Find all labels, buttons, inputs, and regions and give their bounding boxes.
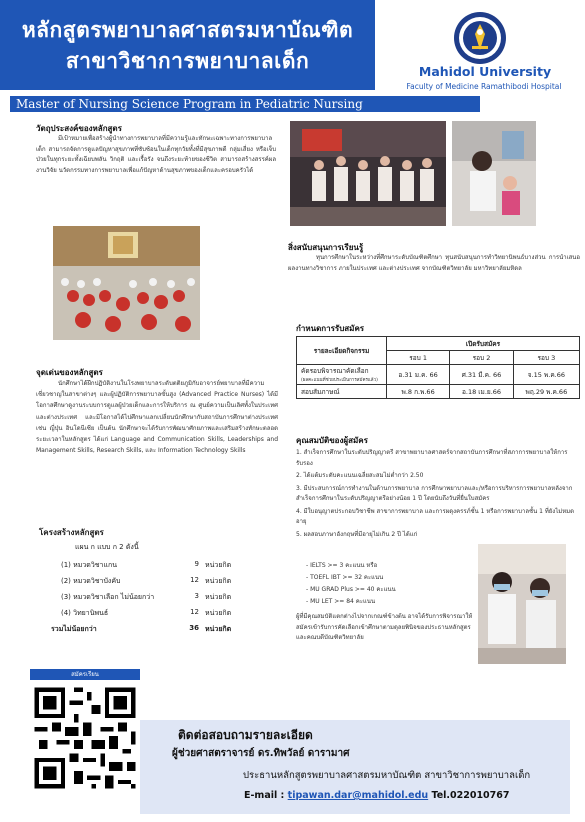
faculty-name: Faculty of Medicine Ramathibodi Hospital	[406, 82, 562, 91]
support-text: ทุนการศึกษาในระหว่างที่ศึกษาระดับบัณฑิตศึกษา ทุนสนับสนุนการทำวิทยานิพนธ์บางส่วน การนำเสนอผลงานทางวิชาการ ภายในประเทศ และต่างประเทศ จากบัณฑิตวิทยาลัย มหาวิทยาลัยมหิดล	[288, 254, 580, 272]
cell: พฤ.29 พ.ค.66	[513, 385, 579, 399]
program-bar	[10, 96, 460, 112]
qualifications-list	[296, 448, 580, 540]
program-name: Master of Nursing Science Program in Pediatric Nursing	[16, 97, 363, 111]
score-item: - IELTS >= 3 คะแนน หรือ	[306, 562, 378, 569]
table-row	[297, 365, 580, 385]
structure-item-credits: 9	[194, 560, 199, 568]
structure-heading: โครงสร้างหลักสูตร	[39, 528, 104, 537]
score-item: - TOEFL IBT >= 32 คะแนน	[306, 574, 384, 581]
title-band	[0, 0, 375, 90]
cell: พ.8 ก.พ.66	[387, 385, 450, 399]
qualification-note: ผู้ที่มีคุณสมบัติแตกต่างไปจากเกณฑ์ข้างต้น อาจได้รับการพิจารณาให้สมัครเข้ารับการคัดเลือกเข้าศึกษาตามดุลยพินิจของประธานหลักสูตรและคณบดีบัณฑิตวิทยาลัย	[296, 613, 473, 641]
col-activity: รายละเอียดกิจกรรม	[297, 337, 387, 365]
email-link[interactable]: tipawan.dar@mahidol.edu	[287, 790, 429, 801]
structure-item-label: (1) หมวดวิชาแกน	[61, 561, 117, 569]
highlights-text: นักศึกษาได้ฝึกปฏิบัติงานในโรงพยาบาลระดับตติยภูมิกับอาจารย์พยาบาลที่มีความเชี่ยวชาญในสาขาต่างๆ และผู้ปฏิบัติการพยาบาลขั้นสูง (Advanced Practice Nurses) ได้มีโอกาสศึกษาดูงานระบบการดูแลผู้ป่วยเด็กและการให้บริการ ณ ศูนย์ความเป็นเลิศทั้งในประเทศและต่างประเทศ และมีโอกาสได้ไปศึกษาแลกเปลี่ยนนักศึกษากับสถาบันการศึกษาต่างประเทศ เช่น ญี่ปุ่น อินโดนีเซีย เป็นต้น นักศึกษาจะได้รับการพัฒนาศักยภาพและเสริมสร้างทักษะตลอดระยะเวลาในหลักสูตร ได้แก่ Language and Communication Skills, Leaderships and Management Skills, Research Skills, และ Information Technology Skills	[36, 380, 278, 455]
structure-box	[25, 520, 270, 654]
ceremony-photo	[53, 226, 200, 340]
highlights-heading: จุดเด่นของหลักสูตร	[36, 368, 103, 377]
cell: อ.18 เม.ย.66	[450, 385, 514, 399]
qualifications-heading: คุณสมบัติของผู้สมัคร	[296, 436, 368, 445]
cell: ศ.31 มี.ค. 66	[450, 365, 514, 385]
structure-plan: แผน ก แบบ ก 2 ดังนี้	[75, 543, 139, 551]
objectives-text: มีเป้าหมายเพื่อสร้างผู้นำทางการพยาบาลที่มีความรู้และทักษะเฉพาะทางการพยาบาลเด็ก สามารถจัดการดูแลปัญหาสุขภาพที่ซับซ้อนในเด็กทุกวัยทั้งที่มีสุขภาพดี กลุ่มเสี่ยง หรือเจ็บป่วยในทุกระยะทั้งเฉียบพลัน วิกฤติ และเรื้อรัง จนถึงระยะท้ายของชีวิต สามารถสร้างสรรค์ผลงานวิจัย นวัตกรรมทางการพยาบาลเพื่อแก้ปัญหาด้านสุขภาพของเด็กและครอบครัวได้	[36, 135, 276, 174]
structure-total-unit: หน่วยกิต	[205, 625, 232, 633]
mahidol-seal-logo	[452, 10, 508, 66]
nurse-child-photo	[452, 121, 536, 226]
support-heading: สิ่งสนับสนุนการเรียนรู้	[288, 243, 364, 252]
structure-item-credits: 12	[190, 608, 199, 616]
structure-item-label: (4) วิทยานิพนธ์	[61, 609, 109, 617]
admission-header-row	[297, 337, 580, 351]
row-sublabel: (ผลคะแนนที่ช่วยประเมินการสมัครแล้ว)	[301, 378, 378, 383]
contact-email-line	[244, 790, 510, 801]
admission-heading: กำหนดการรับสมัคร	[296, 324, 365, 333]
row-label: คัดรอบพิจารณาคัดเลือก	[301, 367, 369, 375]
register-qr-code[interactable]	[30, 683, 140, 793]
qualification-item: 3. มีประสบการณ์การทำงานในด้านการพยาบาล การศึกษาพยาบาลและ/หรือการบริหารการพยาบาลหลังจากสำเร็จการศึกษาในระดับปริญญาตรีอย่างน้อย 1 ปี โดยนับถึงวันที่ยื่นใบสมัคร	[296, 484, 573, 502]
structure-item-credits: 3	[194, 592, 199, 600]
col-open: เปิดรับสมัคร	[387, 337, 580, 351]
structure-item-unit: หน่วยกิต	[205, 577, 232, 585]
program-bar-accent	[440, 96, 480, 112]
round-3: รอบ 3	[513, 351, 579, 365]
cell: จ.15 พ.ค.66	[513, 365, 579, 385]
score-item: - MU GRAD Plus >= 40 คะแนน	[306, 586, 396, 593]
round-1: รอบ 1	[387, 351, 450, 365]
email-label: E-mail :	[244, 790, 288, 801]
contact-office: ประธานหลักสูตรพยาบาลศาสตรมหาบัณฑิต สาขาวิชาการพยาบาลเด็ก	[243, 770, 531, 781]
structure-item-label: (2) หมวดวิชาบังคับ	[61, 577, 121, 585]
contact-name: ผู้ช่วยศาสตราจารย์ ดร.ทิพวัลย์ ดารามาศ	[172, 748, 350, 759]
structure-total-label: รวมไม่น้อยกว่า	[51, 625, 97, 633]
register-label: สมัครเรียน	[30, 669, 140, 680]
score-item: - MU LET >= 84 คะแนน	[306, 598, 376, 605]
university-name: Mahidol University	[418, 64, 552, 79]
structure-item-unit: หน่วยกิต	[205, 561, 232, 569]
qualification-item: 5. ผลสอบภาษาอังกฤษที่มีอายุไม่เกิน 2 ปี ได้แก่	[296, 530, 418, 538]
structure-item-unit: หน่วยกิต	[205, 593, 232, 601]
nurses-masks-photo	[478, 544, 566, 664]
qualification-item: 4. มีใบอนุญาตประกอบวิชาชีพ สาขาการพยาบาล และการผดุงครรภ์ชั้น 1 หรือการพยาบาลชั้น 1 ที่ยังไม่หมดอายุ	[296, 507, 575, 525]
objectives-heading: วัตถุประสงค์ของหลักสูตร	[36, 124, 122, 133]
qualification-item: 1. สำเร็จการศึกษาในระดับปริญญาตรี สาขาพยาบาลศาสตร์จากสถาบันการศึกษาที่สภาการพยาบาลให้การรับรอง	[296, 449, 568, 467]
title-line-2: สาขาวิชาการพยาบาลเด็ก	[65, 49, 310, 73]
qualification-item: 2. ได้แต้มระดับคะแนนเฉลี่ยสะสมไม่ต่ำกว่า 2.50	[296, 472, 424, 479]
contact-title: ติดต่อสอบถามรายละเอียด	[178, 728, 313, 742]
structure-total-credits: 36	[189, 624, 199, 632]
title-line-1: หลักสูตรพยาบาลศาสตรมหาบัณฑิต	[21, 18, 354, 42]
table-row	[297, 385, 580, 399]
structure-item-label: (3) หมวดวิชาเลือก ไม่น้อยกว่า	[61, 593, 155, 601]
structure-item-credits: 12	[190, 576, 199, 584]
round-2: รอบ 2	[450, 351, 514, 365]
contact-phone: Tel.022010767	[428, 790, 510, 801]
students-group-photo	[290, 121, 446, 226]
row-label: สอบสัมภาษณ์	[297, 385, 387, 399]
english-score-list	[306, 560, 471, 608]
structure-item-unit: หน่วยกิต	[205, 609, 232, 617]
cell: อ.31 ม.ค. 66	[387, 365, 450, 385]
admission-table	[296, 336, 580, 399]
